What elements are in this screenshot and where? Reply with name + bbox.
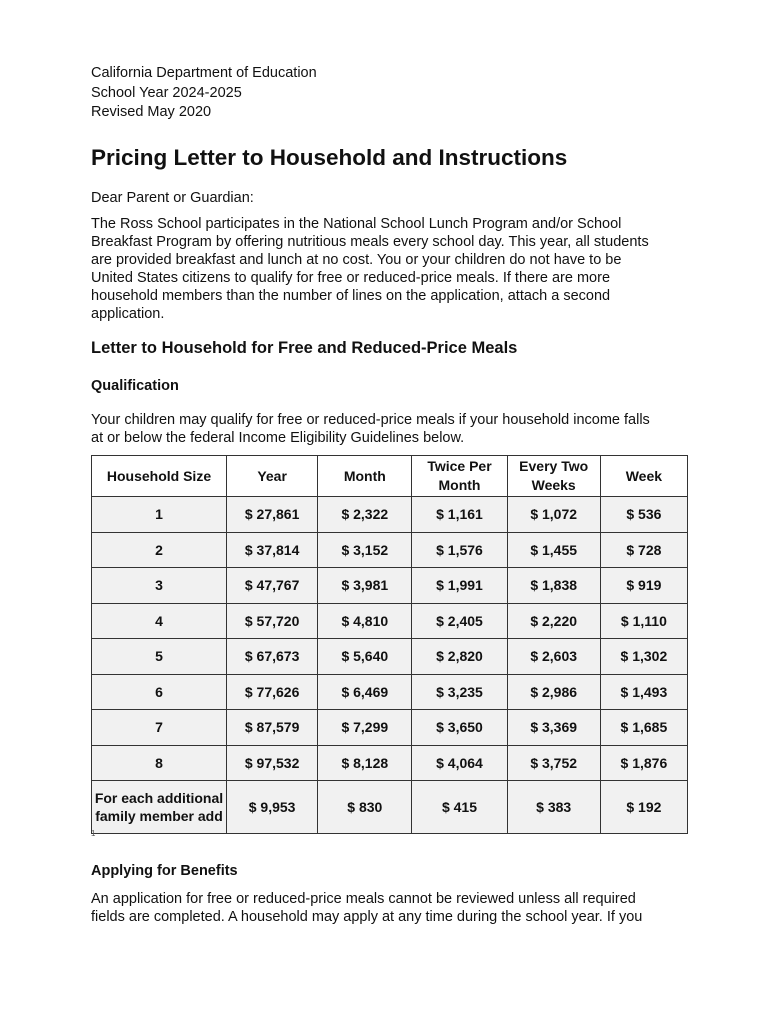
table-cell: $ 919: [600, 568, 687, 604]
column-header: Every Two Weeks: [507, 456, 600, 497]
column-header: Twice Per Month: [412, 456, 507, 497]
applying-paragraph: [91, 890, 691, 926]
document-page: [91, 64, 691, 447]
table-cell: 2: [92, 532, 227, 568]
table-cell: $ 4,810: [318, 603, 412, 639]
table-cell: $ 97,532: [227, 745, 318, 781]
table-row: [92, 568, 688, 604]
applying-line: An application for free or reduced-price meals cannot be reviewed unless all required: [91, 891, 636, 907]
table-cell: $ 830: [318, 781, 412, 834]
table-cell: $ 1,302: [600, 639, 687, 675]
table-cell: $ 8,128: [318, 745, 412, 781]
section-heading: Letter to Household for Free and Reduced-Price Meals: [91, 338, 518, 357]
qualification-paragraph: [91, 411, 691, 447]
intro-paragraph: [91, 215, 691, 323]
applying-line: fields are completed. A household may apply at any time during the school year. If you: [91, 909, 643, 925]
table-cell: For each additional family member add: [92, 781, 227, 834]
table-cell: $ 5,640: [318, 639, 412, 675]
table-cell: $ 1,838: [507, 568, 600, 604]
table-cell: $ 9,953: [227, 781, 318, 834]
qualification-line: Your children may qualify for free or reduced-price meals if your household income falls: [91, 411, 650, 428]
table-cell: 1: [92, 497, 227, 533]
applying-heading: Applying for Benefits: [91, 863, 238, 879]
qualification-heading: Qualification: [91, 377, 179, 394]
intro-line: The Ross School participates in the National School Lunch Program and/or School: [91, 215, 622, 232]
table-cell: $ 57,720: [227, 603, 318, 639]
income-eligibility-table: [91, 455, 688, 834]
table-cell: 7: [92, 710, 227, 746]
table-cell: $ 1,991: [412, 568, 507, 604]
table-row: [92, 781, 688, 834]
table-cell: $ 383: [507, 781, 600, 834]
table-cell: 5: [92, 639, 227, 675]
table-cell: $ 6,469: [318, 674, 412, 710]
intro-line: are provided breakfast and lunch at no cost. You or your children do not have to be: [91, 251, 622, 268]
table-cell: $ 2,405: [412, 603, 507, 639]
table-row: [92, 603, 688, 639]
intro-line: Breakfast Program by offering nutritious meals every school day. This year, all students: [91, 233, 649, 250]
table-cell: $ 192: [600, 781, 687, 834]
table-header-row: [92, 456, 688, 497]
table-cell: $ 1,876: [600, 745, 687, 781]
column-header: Household Size: [92, 456, 227, 497]
table-row: [92, 532, 688, 568]
table-cell: $ 3,152: [318, 532, 412, 568]
intro-line: United States citizens to qualify for free or reduced-price meals. If there are more: [91, 269, 611, 286]
table-cell: $ 7,299: [318, 710, 412, 746]
revised-date: Revised May 2020: [91, 104, 212, 120]
table-row: [92, 639, 688, 675]
table-cell: $ 1,493: [600, 674, 687, 710]
footnote-mark: 1: [91, 829, 96, 838]
table-cell: $ 536: [600, 497, 687, 533]
page-title: Pricing Letter to Household and Instructions: [91, 144, 568, 170]
table-cell: $ 87,579: [227, 710, 318, 746]
table-cell: 6: [92, 674, 227, 710]
table-cell: $ 1,576: [412, 532, 507, 568]
table-cell: $ 3,369: [507, 710, 600, 746]
org-name: California Department of Education: [91, 65, 317, 81]
table-cell: 8: [92, 745, 227, 781]
table-cell: $ 3,981: [318, 568, 412, 604]
table-cell: $ 3,752: [507, 745, 600, 781]
table-cell: $ 77,626: [227, 674, 318, 710]
qualification-line: at or below the federal Income Eligibility Guidelines below.: [91, 429, 465, 446]
applying-section: [91, 862, 691, 926]
column-header: Year: [227, 456, 318, 497]
column-header: Month: [318, 456, 412, 497]
table-cell: $ 1,455: [507, 532, 600, 568]
table-cell: 3: [92, 568, 227, 604]
table-cell: $ 3,650: [412, 710, 507, 746]
table-cell: $ 4,064: [412, 745, 507, 781]
table-cell: $ 2,322: [318, 497, 412, 533]
table-cell: $ 415: [412, 781, 507, 834]
table-cell: $ 1,161: [412, 497, 507, 533]
table-cell: $ 27,861: [227, 497, 318, 533]
table-cell: $ 47,767: [227, 568, 318, 604]
table-cell: $ 3,235: [412, 674, 507, 710]
table-cell: $ 2,820: [412, 639, 507, 675]
table-cell: $ 1,685: [600, 710, 687, 746]
salutation: Dear Parent or Guardian:: [91, 189, 254, 206]
school-year: School Year 2024-2025: [91, 84, 242, 101]
table-cell: $ 728: [600, 532, 687, 568]
table-cell: $ 2,220: [507, 603, 600, 639]
table-cell: $ 1,072: [507, 497, 600, 533]
table-row: [92, 710, 688, 746]
table-cell: 4: [92, 603, 227, 639]
table-cell: $ 67,673: [227, 639, 318, 675]
intro-line: application.: [91, 305, 165, 322]
table-cell: $ 2,603: [507, 639, 600, 675]
intro-line: household members than the number of lines on the application, attach a second: [91, 287, 611, 304]
column-header: Week: [600, 456, 687, 497]
table-row: [92, 497, 688, 533]
table-cell: $ 37,814: [227, 532, 318, 568]
table-cell: $ 1,110: [600, 603, 687, 639]
table-row: [92, 745, 688, 781]
table-row: [92, 674, 688, 710]
table-cell: $ 2,986: [507, 674, 600, 710]
